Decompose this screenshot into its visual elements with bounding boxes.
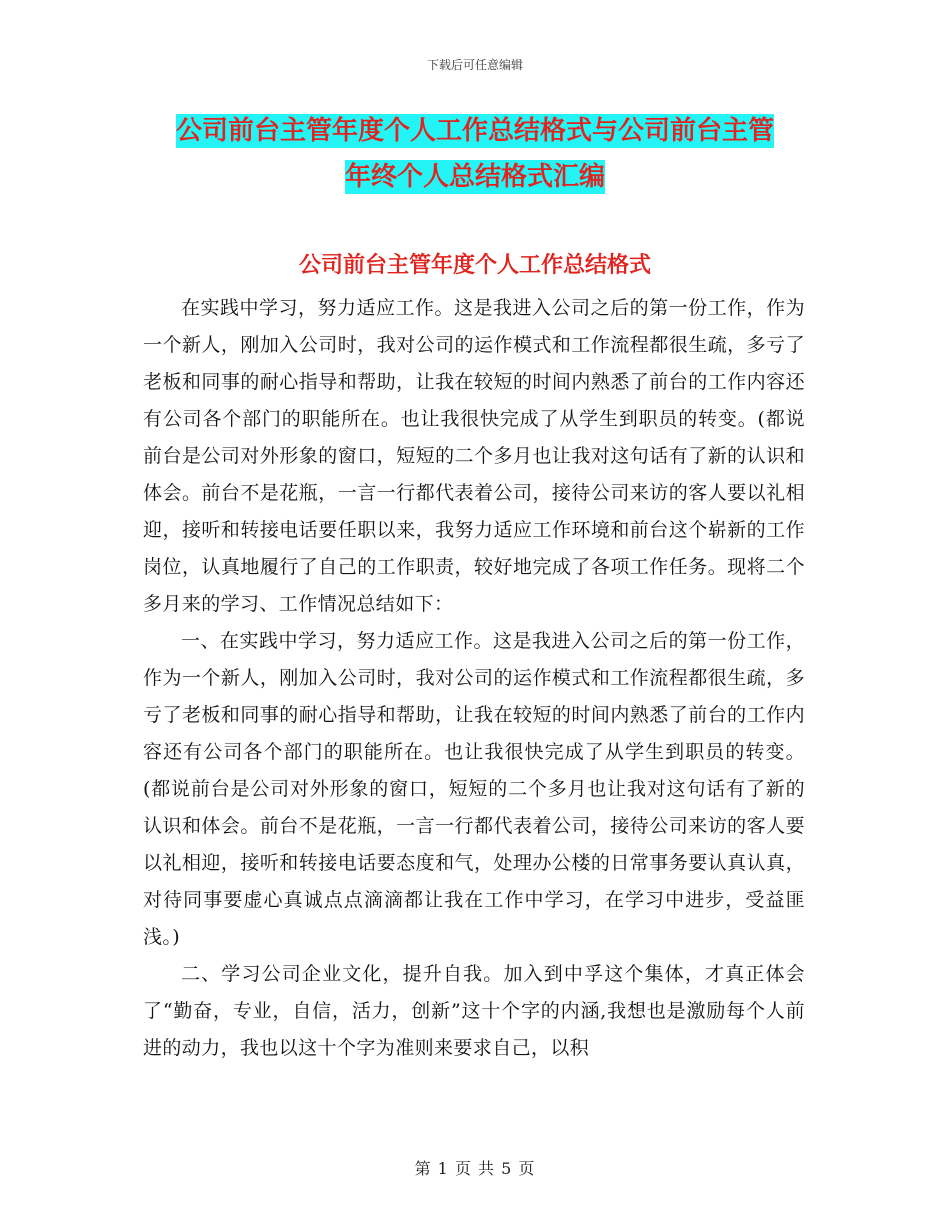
paragraph: 二、学习公司企业文化，提升自我。加入到中孚这个集体，才真正体会了“勤奋，专业，自信，活力，创新”这十个字的内涵,我想也是激励每个人前进的动力，我也以这十个字为准则来要求自己，以积 [143,963,805,1059]
paragraph: 在实践中学习，努力适应工作。这是我进入公司之后的第一份工作，作为一个新人，刚加入公司时，我对公司的运作模式和工作流程都很生疏，多亏了老板和同事的耐心指导和帮助，让我在较短的时间内熟悉了前台的工作内容还有公司各个部门的职能所在。也让我很快完成了从学生到职员的转变。(都说前台是公司对外形象的窗口，短短的二个多月也让我对这句话有了新的认识和体会。前台不是花瓶，一言一行都代表着公司，接待公司来访的客人要以礼相迎，接听和转接电话要任职以来，我努力适应工作环境和前台这个崭新的工作岗位，认真地履行了自己的工作职责，较好地完成了各项工作任务。现将二个多月来的学习、工作情况总结如下： [143,297,805,615]
page-footer: 第 1 页 共 5 页 [414,1159,536,1178]
title-line-2: 年终个人总结格式汇编 [344,162,605,192]
document-title [145,108,805,200]
header-note: 下载后可任意编辑 [426,58,523,72]
paragraph: 一、在实践中学习，努力适应工作。这是我进入公司之后的第一份工作，作为一个新人，刚加入公司时，我对公司的运作模式和工作流程都很生疏，多亏了老板和同事的耐心指导和帮助，让我在较短的时间内熟悉了前台的工作内容还有公司各个部门的职能所在。也让我很快完成了从学生到职员的转变。(都说前台是公司对外形象的窗口，短短的二个多月也让我对这句话有了新的认识和体会。前台不是花瓶，一言一行都代表着公司，接待公司来访的客人要以礼相迎，接听和转接电话要态度和气，处理办公楼的日常事务要认真认真，对待同事要虚心真诚点点滴滴都让我在工作中学习，在学习中进步，受益匪浅。) [143,630,805,948]
title-line-1: 公司前台主管年度个人工作总结格式与公司前台主管 [175,116,774,146]
section-title: 公司前台主管年度个人工作总结格式 [298,253,651,278]
body-text [143,290,805,1067]
